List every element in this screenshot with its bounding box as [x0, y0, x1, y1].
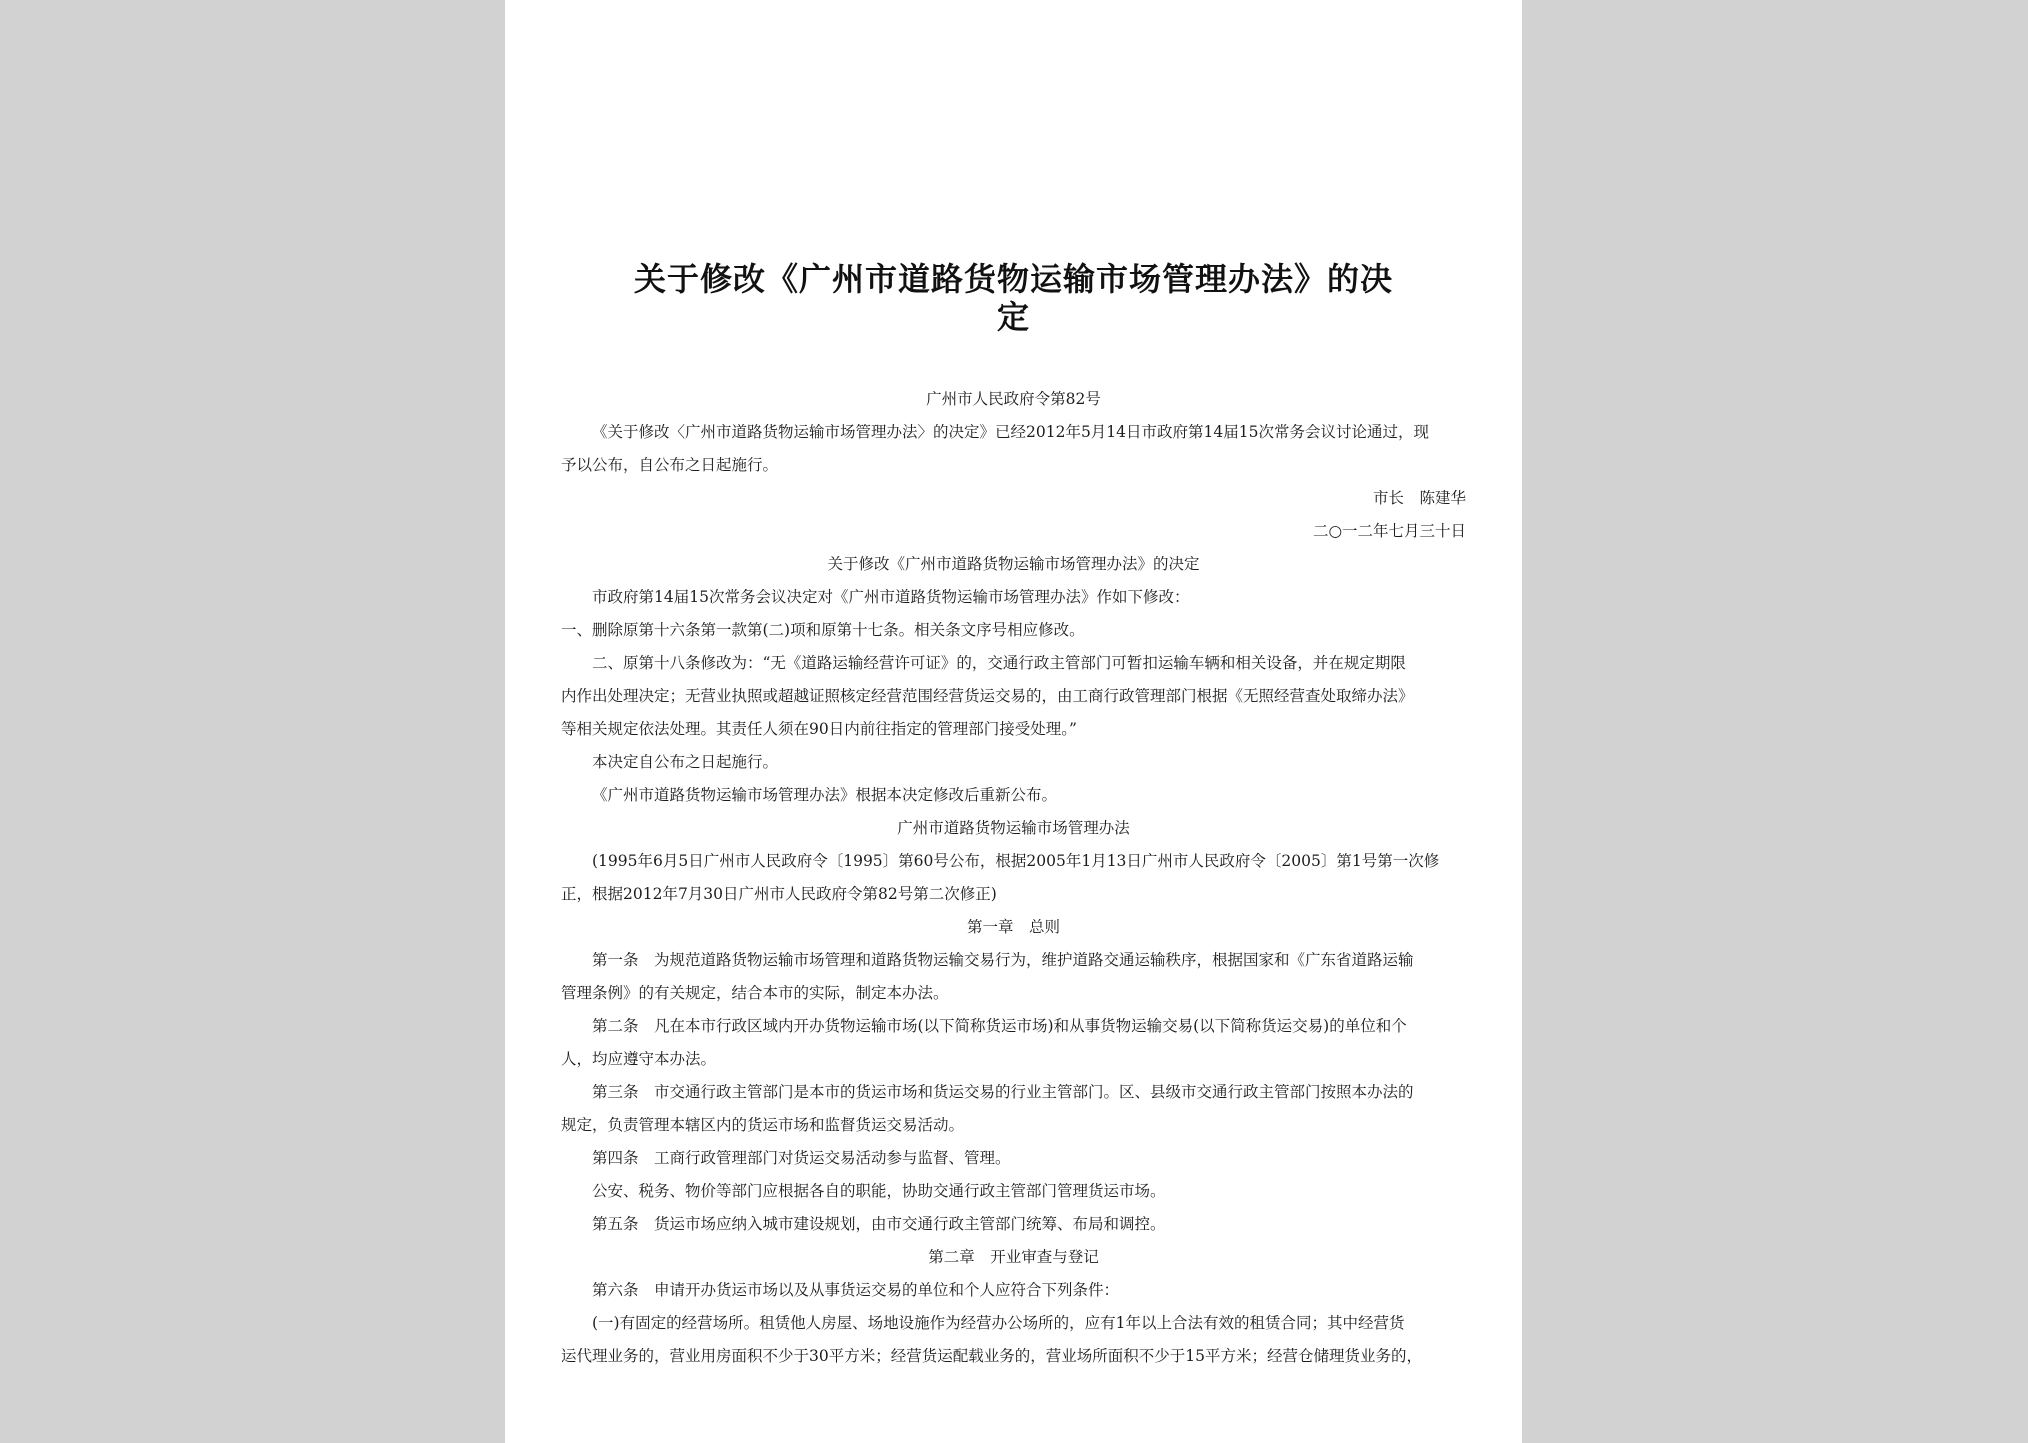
text-line: 《关于修改〈广州市道路货物运输市场管理办法〉的决定》已经2012年5月14日市政府第14届15次常务会议讨论通过，现: [592, 423, 1429, 441]
text-line: 第五条 货运市场应纳入城市建设规划，由市交通行政主管部门统筹、布局和调控。: [592, 1215, 1166, 1233]
text-line: 市政府第14届15次常务会议决定对《广州市道路货物运输市场管理办法》作如下修改：: [592, 588, 1190, 606]
text-line: 规定，负责管理本辖区内的货运市场和监督货运交易活动。: [561, 1116, 965, 1134]
text-line: 《广州市道路货物运输市场管理办法》根据本决定修改后重新公布。: [592, 786, 1058, 804]
document-body: [561, 383, 1466, 1373]
text-line: 等相关规定依法处理。其责任人须在90日内前往指定的管理部门接受处理。”: [561, 720, 1077, 738]
text-line: 广州市人民政府令第82号: [926, 390, 1101, 408]
text-line: 关于修改《广州市道路货物运输市场管理办法》的决定: [827, 555, 1200, 573]
text-line: 本决定自公布之日起施行。: [592, 753, 779, 771]
document-page: [505, 0, 1522, 1443]
text-line: 第二章 开业审查与登记: [928, 1248, 1099, 1266]
text-line: 一、删除原第十六条第一款第(二)项和原第十七条。相关条文序号相应修改。: [561, 621, 1085, 639]
text-line: 二、原第十八条修改为：“无《道路运输经营许可证》的，交通行政主管部门可暂扣运输车辆和相关设备，并在规定期限: [592, 654, 1406, 672]
text-line: 公安、税务、物价等部门应根据各自的职能，协助交通行政主管部门管理货运市场。: [592, 1182, 1166, 1200]
text-line: 第三条 市交通行政主管部门是本市的货运市场和货运交易的行业主管部门。区、县级市交通行政主管部门按照本办法的: [592, 1083, 1414, 1101]
text-line: 广州市道路货物运输市场管理办法: [897, 819, 1130, 837]
document-title: [561, 260, 1466, 336]
text-line: 运代理业务的，营业用房面积不少于30平方米；经营货运配载业务的，营业场所面积不少于15平方米；经营仓储理货业务的，: [561, 1347, 1422, 1365]
text-line: 第一条 为规范道路货物运输市场管理和道路货物运输交易行为，维护道路交通运输秩序，根据国家和《广东省道路运输: [592, 951, 1414, 969]
text-line: 第六条 申请开办货运市场以及从事货运交易的单位和个人应符合下列条件：: [592, 1281, 1120, 1299]
document-title-line-1: 关于修改《广州市道路货物运输市场管理办法》的决: [633, 260, 1393, 298]
text-line: (一)有固定的经营场所。租赁他人房屋、场地设施作为经营办公场所的，应有1年以上合法有效的租赁合同；其中经营货: [592, 1314, 1405, 1332]
text-line: 正，根据2012年7月30日广州市人民政府令第82号第二次修正): [561, 885, 997, 903]
text-line: 予以公布，自公布之日起施行。: [561, 456, 779, 474]
text-line: (1995年6月5日广州市人民政府令〔1995〕第60号公布，根据2005年1月13日广州市人民政府令〔2005〕第1号第一次修: [592, 852, 1440, 870]
text-line: 人，均应遵守本办法。: [561, 1050, 717, 1068]
text-line: 第四条 工商行政管理部门对货运交易活动参与监督、管理。: [592, 1149, 1011, 1167]
text-line: 内作出处理决定；无营业执照或超越证照核定经营范围经营货运交易的，由工商行政管理部门根据《无照经营查处取缔办法》: [561, 687, 1414, 705]
text-line: 第一章 总则: [966, 918, 1060, 936]
text-line: 市长 陈建华: [1372, 489, 1466, 507]
text-line: 第二条 凡在本市行政区域内开办货物运输市场(以下简称货运市场)和从事货物运输交易(以下简称货运交易)的单位和个: [592, 1017, 1407, 1035]
document-title-line-2: 定: [996, 298, 1030, 336]
text-line: 管理条例》的有关规定，结合本市的实际，制定本办法。: [561, 984, 949, 1002]
text-line: 二○一二年七月三十日: [1312, 522, 1466, 540]
